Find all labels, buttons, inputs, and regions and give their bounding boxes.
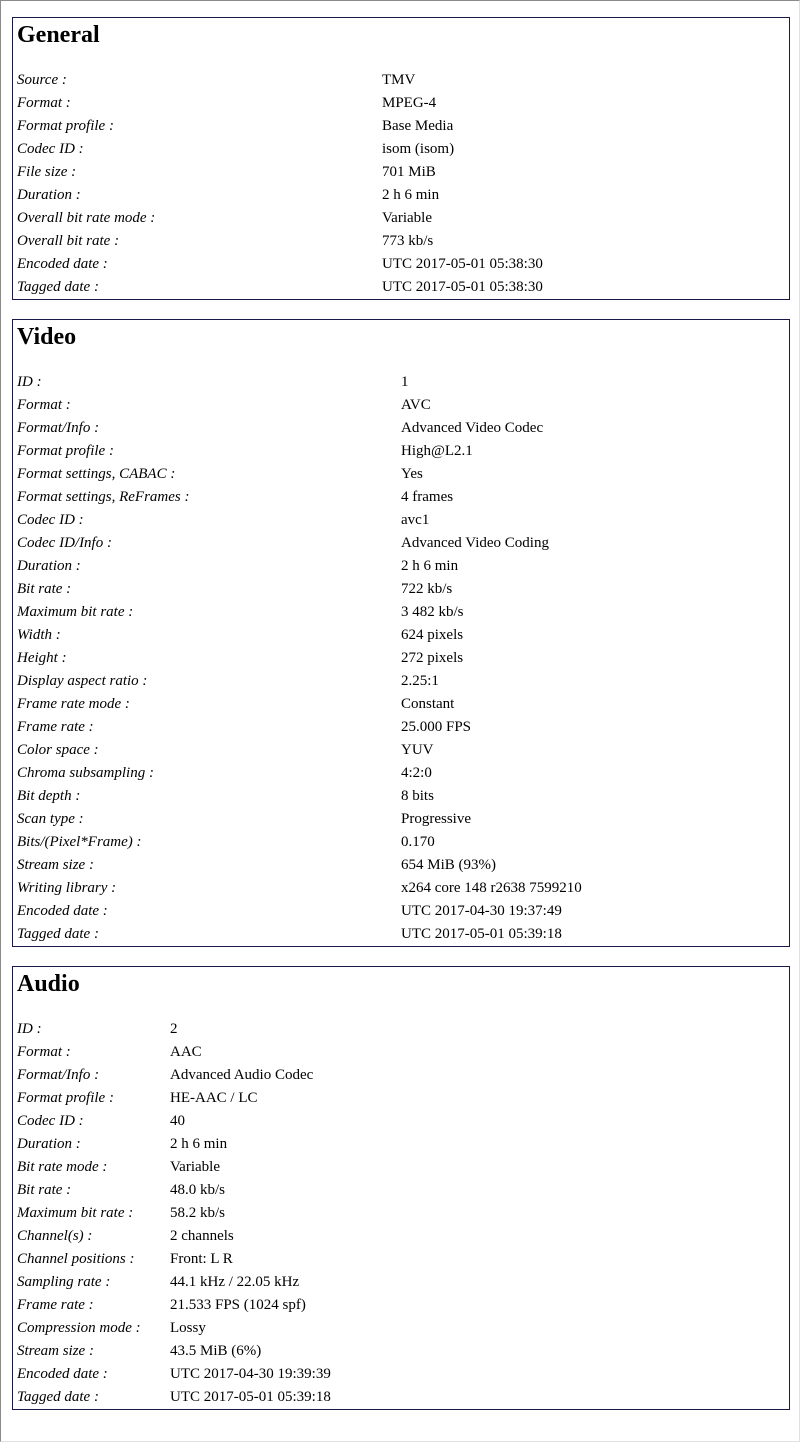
info-row (17, 1225, 785, 1248)
info-row (17, 762, 785, 785)
field-value: Advanced Audio Codec (170, 1067, 314, 1083)
info-row (17, 138, 785, 161)
info-row (17, 578, 785, 601)
field-label: Sampling rate : (17, 1274, 111, 1290)
section-title-video: Video (17, 324, 77, 350)
field-value: 8 bits (401, 788, 434, 804)
field-label: ID : (17, 1021, 42, 1037)
info-row (17, 555, 785, 578)
field-label: Encoded date : (17, 256, 108, 272)
field-label: Channel positions : (17, 1251, 135, 1267)
info-row (17, 1064, 785, 1087)
field-value: Base Media (382, 118, 454, 134)
info-row (17, 693, 785, 716)
info-row (17, 207, 785, 230)
video-section (12, 319, 790, 947)
field-value: UTC 2017-05-01 05:38:30 (382, 256, 543, 272)
info-row (17, 1386, 785, 1409)
info-row (17, 1202, 785, 1225)
field-value: Progressive (401, 811, 471, 827)
info-row (17, 253, 785, 276)
audio-section (12, 966, 790, 1410)
field-label: Overall bit rate mode : (17, 210, 156, 226)
field-value: Constant (401, 696, 455, 712)
general-rows (17, 69, 785, 299)
field-label: Compression mode : (17, 1320, 141, 1336)
info-row (17, 115, 785, 138)
field-label: Bits/(Pixel*Frame) : (17, 834, 142, 850)
info-row (17, 900, 785, 923)
info-row (17, 486, 785, 509)
field-value: 25.000 FPS (401, 719, 472, 735)
info-row (17, 1317, 785, 1340)
field-label: Bit rate : (17, 581, 72, 597)
field-value: UTC 2017-05-01 05:38:30 (382, 279, 543, 295)
field-label: Format/Info : (17, 420, 100, 436)
info-row (17, 509, 785, 532)
field-value: 773 kb/s (382, 233, 434, 249)
field-value: 701 MiB (382, 164, 436, 180)
field-label: Format/Info : (17, 1067, 100, 1083)
field-label: Stream size : (17, 857, 94, 873)
field-label: Encoded date : (17, 903, 108, 919)
info-row (17, 371, 785, 394)
field-label: Duration : (17, 558, 81, 574)
audio-rows (17, 1018, 785, 1409)
field-label: Maximum bit rate : (17, 1205, 134, 1221)
info-row (17, 1110, 785, 1133)
field-value: Yes (401, 466, 423, 482)
field-label: Frame rate : (17, 719, 94, 735)
field-value: 2 h 6 min (170, 1136, 228, 1152)
field-value: UTC 2017-05-01 05:39:18 (401, 926, 562, 942)
info-row (17, 1340, 785, 1363)
field-value: 2 h 6 min (401, 558, 459, 574)
field-label: Source : (17, 72, 67, 88)
info-row (17, 69, 785, 92)
field-label: Format profile : (17, 1090, 114, 1106)
info-row (17, 854, 785, 877)
field-label: Overall bit rate : (17, 233, 120, 249)
info-row (17, 877, 785, 900)
field-value: Front: L R (170, 1251, 233, 1267)
info-row (17, 1294, 785, 1317)
info-row (17, 716, 785, 739)
field-value: 722 kb/s (401, 581, 453, 597)
info-row (17, 440, 785, 463)
field-value: 0.170 (401, 834, 435, 850)
field-value: UTC 2017-05-01 05:39:18 (170, 1389, 331, 1405)
info-row (17, 463, 785, 486)
field-label: Width : (17, 627, 61, 643)
field-label: Display aspect ratio : (17, 673, 148, 689)
field-value: Variable (382, 210, 432, 226)
info-row (17, 831, 785, 854)
field-label: Codec ID : (17, 1113, 84, 1129)
field-value: 3 482 kb/s (401, 604, 464, 620)
field-label: Bit rate mode : (17, 1159, 108, 1175)
field-value: 2 h 6 min (382, 187, 440, 203)
field-label: Color space : (17, 742, 99, 758)
field-label: Duration : (17, 187, 81, 203)
section-title-general: General (17, 22, 100, 48)
field-value: 654 MiB (93%) (401, 857, 496, 873)
field-label: Duration : (17, 1136, 81, 1152)
field-value: avc1 (401, 512, 430, 528)
info-row (17, 1018, 785, 1041)
field-value: 2.25:1 (401, 673, 439, 689)
field-label: Tagged date : (17, 1389, 99, 1405)
field-label: Codec ID/Info : (17, 535, 112, 551)
info-row (17, 670, 785, 693)
info-row (17, 161, 785, 184)
section-title-audio: Audio (17, 971, 80, 997)
field-label: Bit rate : (17, 1182, 72, 1198)
field-value: 44.1 kHz / 22.05 kHz (170, 1274, 300, 1290)
field-value: 2 channels (170, 1228, 234, 1244)
info-row (17, 394, 785, 417)
video-rows (17, 371, 785, 946)
field-label: Codec ID : (17, 141, 84, 157)
field-value: HE-AAC / LC (170, 1090, 258, 1106)
field-label: Frame rate : (17, 1297, 94, 1313)
field-value: Advanced Video Codec (401, 420, 544, 436)
field-value: 4:2:0 (401, 765, 432, 781)
field-label: Height : (17, 650, 67, 666)
info-row (17, 276, 785, 299)
info-row (17, 1041, 785, 1064)
info-row (17, 624, 785, 647)
info-row (17, 184, 785, 207)
field-value: AAC (170, 1044, 202, 1060)
field-label: Tagged date : (17, 279, 99, 295)
field-value: UTC 2017-04-30 19:37:49 (401, 903, 562, 919)
field-value: 1 (401, 374, 409, 390)
field-value: AVC (401, 397, 431, 413)
field-label: Format settings, ReFrames : (17, 489, 190, 505)
field-label: Stream size : (17, 1343, 94, 1359)
field-label: Encoded date : (17, 1366, 108, 1382)
field-value: Advanced Video Coding (401, 535, 549, 551)
info-row (17, 532, 785, 555)
field-label: Writing library : (17, 880, 117, 896)
info-row (17, 1133, 785, 1156)
field-label: Format : (17, 1044, 71, 1060)
field-label: Chroma subsampling : (17, 765, 154, 781)
field-value: 58.2 kb/s (170, 1205, 226, 1221)
field-label: Format : (17, 95, 71, 111)
field-value: 2 (170, 1021, 178, 1037)
info-row (17, 1087, 785, 1110)
field-value: 272 pixels (401, 650, 464, 666)
info-row (17, 785, 785, 808)
field-label: Channel(s) : (17, 1228, 93, 1244)
field-value: 4 frames (401, 489, 454, 505)
field-value: Variable (170, 1159, 220, 1175)
field-label: Format profile : (17, 443, 114, 459)
field-label: Format profile : (17, 118, 114, 134)
field-value: x264 core 148 r2638 7599210 (401, 880, 582, 896)
field-value: isom (isom) (382, 141, 455, 157)
field-label: File size : (17, 164, 77, 180)
field-value: Lossy (170, 1320, 206, 1336)
info-row (17, 1179, 785, 1202)
field-label: Maximum bit rate : (17, 604, 134, 620)
field-value: MPEG-4 (382, 95, 437, 111)
field-label: Frame rate mode : (17, 696, 130, 712)
field-value: 21.533 FPS (1024 spf) (170, 1297, 306, 1313)
field-label: Tagged date : (17, 926, 99, 942)
info-row (17, 739, 785, 762)
field-value: YUV (401, 742, 434, 758)
info-row (17, 1248, 785, 1271)
info-row (17, 601, 785, 624)
field-value: 40 (170, 1113, 185, 1129)
field-value: 48.0 kb/s (170, 1182, 226, 1198)
info-row (17, 808, 785, 831)
info-row (17, 923, 785, 946)
field-value: TMV (382, 72, 416, 88)
field-label: Bit depth : (17, 788, 81, 804)
field-label: Format settings, CABAC : (17, 466, 176, 482)
info-row (17, 417, 785, 440)
info-row (17, 230, 785, 253)
info-row (17, 92, 785, 115)
info-row (17, 647, 785, 670)
field-value: UTC 2017-04-30 19:39:39 (170, 1366, 331, 1382)
info-row (17, 1271, 785, 1294)
field-value: 624 pixels (401, 627, 464, 643)
field-label: Scan type : (17, 811, 84, 827)
field-label: ID : (17, 374, 42, 390)
field-label: Format : (17, 397, 71, 413)
info-row (17, 1156, 785, 1179)
field-label: Codec ID : (17, 512, 84, 528)
field-value: High@L2.1 (401, 443, 473, 459)
info-row (17, 1363, 785, 1386)
general-section (12, 17, 790, 300)
field-value: 43.5 MiB (6%) (170, 1343, 262, 1359)
